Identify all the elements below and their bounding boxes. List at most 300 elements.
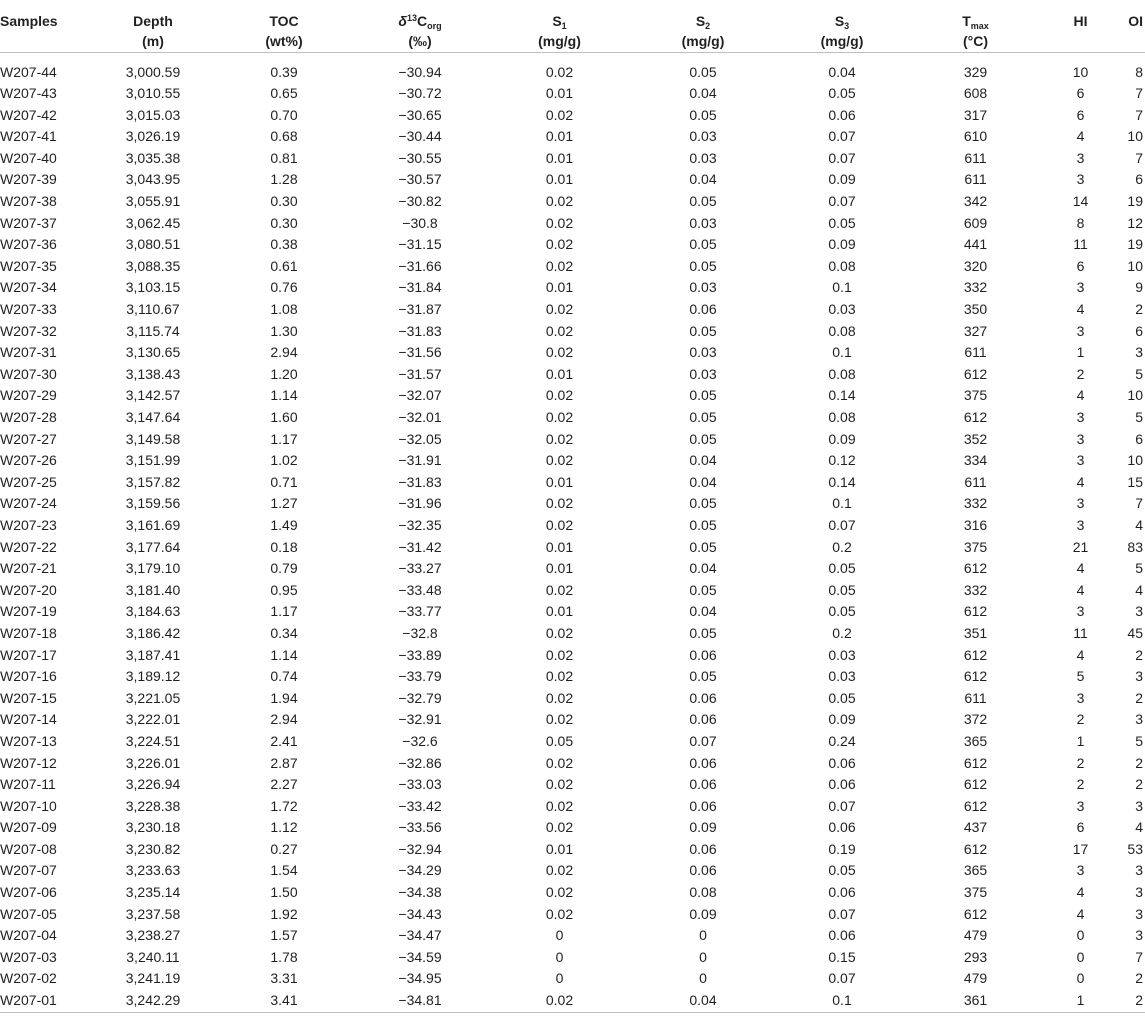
cell-hi: 6 xyxy=(1076,257,1085,274)
cell-oi: 3 xyxy=(1135,711,1143,728)
cell-sample-id: W207-43 xyxy=(0,85,57,102)
cell-hi: 17 xyxy=(1072,840,1089,857)
cell-depth: 3,238.27 xyxy=(125,927,181,944)
cell-s1: 0.02 xyxy=(545,581,574,598)
header-row xyxy=(0,0,1145,52)
cell-hi: 6 xyxy=(1076,819,1085,836)
cell-delta13c: −30.65 xyxy=(398,106,442,123)
cell-toc: 3.41 xyxy=(270,992,298,1009)
cell-s3: 0.1 xyxy=(832,992,852,1009)
cell-s1: 0 xyxy=(555,927,564,944)
cell-oi: 10 xyxy=(1127,128,1143,145)
table-row xyxy=(0,169,1145,191)
cell-delta13c: −30.72 xyxy=(398,85,442,102)
cell-delta13c: −31.87 xyxy=(398,301,442,318)
cell-s1: 0.01 xyxy=(545,171,574,188)
cell-s2: 0.04 xyxy=(689,992,717,1009)
cell-oi: 3 xyxy=(1135,668,1143,685)
table-row xyxy=(0,666,1145,688)
cell-sample-id: W207-40 xyxy=(0,149,57,166)
cell-sample-id: W207-31 xyxy=(0,344,57,361)
cell-oi: 15 xyxy=(1127,473,1143,490)
cell-toc: 1.54 xyxy=(270,862,298,879)
table-row xyxy=(0,968,1145,990)
cell-hi: 11 xyxy=(1073,624,1088,641)
cell-delta13c: −33.56 xyxy=(398,819,442,836)
table-row xyxy=(0,990,1145,1012)
cell-sample-id: W207-07 xyxy=(0,862,57,879)
cell-toc: 1.72 xyxy=(270,797,298,814)
cell-hi: 3 xyxy=(1076,279,1085,296)
cell-s3: 0.03 xyxy=(828,668,856,685)
cell-s3: 0.06 xyxy=(828,776,856,793)
cell-tmax: 375 xyxy=(963,884,988,901)
cell-sample-id: W207-21 xyxy=(0,560,57,577)
cell-s3: 0.09 xyxy=(828,711,856,728)
cell-s1: 0.02 xyxy=(545,754,574,771)
cell-s3: 0.06 xyxy=(828,106,856,123)
cell-depth: 3,242.29 xyxy=(125,992,181,1009)
cell-oi: 3 xyxy=(1135,927,1143,944)
cell-tmax: 612 xyxy=(963,668,988,685)
cell-s1: 0.05 xyxy=(545,732,574,749)
table-row xyxy=(0,493,1145,515)
cell-delta13c: −31.96 xyxy=(398,495,442,512)
cell-s3: 0.08 xyxy=(828,365,856,382)
cell-s3: 0.15 xyxy=(828,948,856,965)
cell-depth: 3,149.58 xyxy=(125,430,181,447)
cell-sample-id: W207-37 xyxy=(0,214,57,231)
cell-toc: 0.61 xyxy=(270,257,298,274)
cell-sample-id: W207-22 xyxy=(0,538,57,555)
table-row xyxy=(0,839,1145,861)
cell-tmax: 332 xyxy=(963,279,988,296)
cell-depth: 3,233.63 xyxy=(125,862,181,879)
cell-hi: 14 xyxy=(1072,193,1089,210)
cell-depth: 3,110.67 xyxy=(126,301,180,318)
cell-s2: 0.09 xyxy=(689,819,717,836)
cell-tmax: 375 xyxy=(963,538,988,555)
table-row xyxy=(0,385,1145,407)
cell-s2: 0.05 xyxy=(689,236,717,253)
table-row xyxy=(0,277,1145,299)
cell-delta13c: −31.57 xyxy=(398,365,442,382)
cell-sample-id: W207-27 xyxy=(0,430,57,447)
cell-s1: 0.02 xyxy=(545,452,574,469)
cell-depth: 3,151.99 xyxy=(125,452,181,469)
cell-toc: 1.94 xyxy=(270,689,298,706)
cell-s1: 0.02 xyxy=(545,214,574,231)
cell-depth: 3,221.05 xyxy=(125,689,181,706)
cell-s2: 0.05 xyxy=(689,581,717,598)
table-row xyxy=(0,515,1145,537)
cell-delta13c: −30.82 xyxy=(398,193,442,210)
cell-hi: 3 xyxy=(1076,452,1085,469)
table-row xyxy=(0,947,1145,969)
table-row xyxy=(0,126,1145,148)
cell-oi: 5 xyxy=(1135,365,1143,382)
cell-toc: 0.95 xyxy=(270,581,298,598)
cell-toc: 1.78 xyxy=(270,948,298,965)
table-body xyxy=(0,52,1145,1012)
cell-s2: 0.05 xyxy=(689,668,717,685)
cell-sample-id: W207-03 xyxy=(0,948,57,965)
cell-oi: 4 xyxy=(1135,516,1143,533)
cell-oi: 2 xyxy=(1135,646,1143,663)
cell-depth: 3,015.03 xyxy=(125,106,181,123)
cell-hi: 4 xyxy=(1076,581,1085,598)
cell-delta13c: −32.35 xyxy=(398,516,442,533)
cell-toc: 0.70 xyxy=(270,106,298,123)
cell-s3: 0.09 xyxy=(828,430,856,447)
table-row xyxy=(0,83,1145,105)
cell-toc: 1.14 xyxy=(270,646,298,663)
cell-s1: 0.02 xyxy=(545,797,574,814)
cell-s3: 0.1 xyxy=(832,279,852,296)
cell-s2: 0 xyxy=(699,948,707,965)
cell-s3: 0.08 xyxy=(828,257,856,274)
cell-s1: 0.02 xyxy=(545,63,574,80)
cell-delta13c: −33.42 xyxy=(398,797,442,814)
cell-tmax: 612 xyxy=(963,797,988,814)
cell-hi: 1 xyxy=(1076,732,1085,749)
cell-toc: 0.68 xyxy=(270,128,298,145)
cell-s3: 0.05 xyxy=(828,862,856,879)
header-tmax: $T_{max}$ (°C) xyxy=(911,0,1040,52)
cell-s2: 0.06 xyxy=(689,797,717,814)
cell-s3: 0.09 xyxy=(828,171,856,188)
cell-depth: 3,080.51 xyxy=(125,236,181,253)
cell-delta13c: −32.79 xyxy=(398,689,442,706)
cell-hi: 2 xyxy=(1076,365,1085,382)
cell-s1: 0.01 xyxy=(545,473,574,490)
cell-s3: 0.07 xyxy=(828,516,856,533)
table-row xyxy=(0,234,1145,256)
cell-delta13c: −31.56 xyxy=(398,344,442,361)
cell-hi: 6 xyxy=(1076,106,1085,123)
cell-delta13c: −30.44 xyxy=(398,128,442,145)
cell-delta13c: −30.94 xyxy=(398,63,442,80)
cell-s3: 0.06 xyxy=(828,819,856,836)
cell-sample-id: W207-28 xyxy=(0,409,57,425)
cell-tmax: 332 xyxy=(963,581,988,598)
cell-depth: 3,130.65 xyxy=(125,344,181,361)
cell-depth: 3,010.55 xyxy=(125,85,181,102)
cell-delta13c: −32.07 xyxy=(398,387,442,404)
cell-sample-id: W207-02 xyxy=(0,970,57,987)
cell-depth: 3,187.41 xyxy=(125,646,181,663)
table-row xyxy=(0,213,1145,235)
cell-s1: 0.01 xyxy=(545,279,574,296)
cell-hi: 3 xyxy=(1076,322,1085,339)
table-row xyxy=(0,709,1145,731)
cell-s2: 0 xyxy=(699,927,707,944)
cell-oi: 2 xyxy=(1135,992,1143,1009)
cell-hi: 21 xyxy=(1072,538,1089,555)
cell-toc: 1.30 xyxy=(270,322,298,339)
cell-s1: 0.02 xyxy=(545,992,574,1009)
cell-s3: 0.07 xyxy=(828,905,856,922)
cell-s1: 0.01 xyxy=(545,560,574,577)
cell-sample-id: W207-25 xyxy=(0,473,57,490)
cell-s2: 0.04 xyxy=(689,85,717,102)
cell-depth: 3,237.58 xyxy=(125,905,181,922)
cell-delta13c: −32.91 xyxy=(398,711,442,728)
cell-depth: 3,179.10 xyxy=(125,560,181,577)
cell-hi: 2 xyxy=(1076,754,1085,771)
cell-delta13c: −33.48 xyxy=(398,581,442,598)
cell-delta13c: −32.86 xyxy=(398,754,442,771)
header-depth: Depth (m) xyxy=(92,0,214,52)
cell-toc: 0.38 xyxy=(270,236,298,253)
cell-depth: 3,035.38 xyxy=(125,149,181,166)
cell-toc: 0.39 xyxy=(270,63,298,80)
cell-delta13c: −32.6 xyxy=(402,732,438,749)
header-oi: OI xyxy=(1121,0,1145,52)
cell-toc: 2.41 xyxy=(270,732,298,749)
cell-oi: 4 xyxy=(1135,819,1143,836)
cell-depth: 3,157.82 xyxy=(125,473,181,490)
cell-s3: 0.07 xyxy=(828,193,856,210)
cell-s2: 0.05 xyxy=(689,63,717,80)
cell-depth: 3,226.01 xyxy=(125,754,181,771)
table-row xyxy=(0,688,1145,710)
header-s3: $S_3$ (mg/g) xyxy=(773,0,911,52)
cell-s1: 0 xyxy=(555,970,564,987)
cell-hi: 4 xyxy=(1076,884,1085,901)
cell-hi: 3 xyxy=(1076,409,1085,425)
cell-tmax: 610 xyxy=(963,128,988,145)
cell-depth: 3,224.51 xyxy=(125,732,181,749)
cell-s1: 0.01 xyxy=(545,149,574,166)
table-row xyxy=(0,601,1145,623)
table-row xyxy=(0,731,1145,753)
cell-s1: 0.01 xyxy=(545,840,574,857)
cell-toc: 2.27 xyxy=(270,776,298,793)
table-row xyxy=(0,904,1145,926)
cell-s1: 0.02 xyxy=(545,905,574,922)
table-row xyxy=(0,429,1145,451)
cell-delta13c: −31.84 xyxy=(398,279,442,296)
cell-hi: 4 xyxy=(1076,905,1085,922)
cell-tmax: 479 xyxy=(963,927,988,944)
cell-s3: 0.04 xyxy=(828,63,856,80)
cell-oi: 3 xyxy=(1135,344,1143,361)
cell-sample-id: W207-11 xyxy=(0,776,56,793)
cell-tmax: 329 xyxy=(963,63,988,80)
cell-depth: 3,228.38 xyxy=(125,797,181,814)
cell-sample-id: W207-14 xyxy=(0,711,57,728)
cell-s2: 0.04 xyxy=(689,452,717,469)
cell-sample-id: W207-24 xyxy=(0,495,57,512)
table-row xyxy=(0,407,1145,429)
cell-s2: 0.05 xyxy=(689,538,717,555)
table-row xyxy=(0,537,1145,559)
cell-tmax: 375 xyxy=(963,387,988,404)
cell-oi: 5 xyxy=(1135,732,1143,749)
cell-s3: 0.09 xyxy=(828,236,856,253)
cell-s2: 0.07 xyxy=(689,732,717,749)
cell-toc: 2.94 xyxy=(270,344,298,361)
cell-delta13c: −34.43 xyxy=(398,905,442,922)
cell-hi: 0 xyxy=(1076,948,1085,965)
cell-sample-id: W207-33 xyxy=(0,301,57,318)
cell-oi: 10 xyxy=(1127,452,1143,469)
cell-s3: 0.03 xyxy=(828,646,856,663)
cell-depth: 3,103.15 xyxy=(125,279,181,296)
cell-s2: 0.05 xyxy=(689,257,717,274)
cell-s3: 0.06 xyxy=(828,884,856,901)
bottom-rule xyxy=(0,1012,1145,1013)
cell-oi: 2 xyxy=(1135,970,1143,987)
cell-sample-id: W207-44 xyxy=(0,63,57,80)
cell-tmax: 612 xyxy=(963,905,988,922)
cell-s2: 0.05 xyxy=(689,193,717,210)
cell-s2: 0.04 xyxy=(689,603,717,620)
cell-oi: 19 xyxy=(1127,236,1143,253)
cell-tmax: 342 xyxy=(963,193,988,210)
cell-hi: 4 xyxy=(1076,646,1085,663)
cell-depth: 3,241.19 xyxy=(125,970,181,987)
cell-delta13c: −32.94 xyxy=(398,840,442,857)
cell-delta13c: −31.42 xyxy=(398,538,442,555)
cell-s3: 0.05 xyxy=(828,581,856,598)
cell-tmax: 611 xyxy=(964,689,987,706)
cell-s1: 0.02 xyxy=(545,430,574,447)
table-row xyxy=(0,148,1145,170)
cell-s1: 0.02 xyxy=(545,862,574,879)
cell-s1: 0.01 xyxy=(545,603,574,620)
cell-delta13c: −30.55 xyxy=(398,149,442,166)
cell-tmax: 372 xyxy=(963,711,988,728)
cell-toc: 0.30 xyxy=(270,214,298,231)
header-s1: $S_1$ (mg/g) xyxy=(486,0,633,52)
cell-s3: 0.05 xyxy=(828,603,856,620)
cell-depth: 3,177.64 xyxy=(125,538,181,555)
cell-hi: 4 xyxy=(1076,128,1085,145)
cell-oi: 7 xyxy=(1135,106,1143,123)
cell-s2: 0.06 xyxy=(689,301,717,318)
cell-depth: 3,000.59 xyxy=(125,63,181,80)
table-row xyxy=(0,580,1145,602)
cell-sample-id: W207-04 xyxy=(0,927,57,944)
cell-sample-id: W207-18 xyxy=(0,624,57,641)
cell-s3: 0.03 xyxy=(828,301,856,318)
cell-toc: 1.12 xyxy=(270,819,298,836)
cell-delta13c: −32.01 xyxy=(398,409,442,425)
cell-s2: 0.05 xyxy=(689,322,717,339)
cell-s2: 0.03 xyxy=(689,214,717,231)
cell-s1: 0 xyxy=(555,948,564,965)
cell-sample-id: W207-34 xyxy=(0,279,57,296)
cell-delta13c: −31.83 xyxy=(398,473,442,490)
cell-oi: 6 xyxy=(1135,322,1143,339)
cell-delta13c: −33.89 xyxy=(398,646,442,663)
cell-oi: 7 xyxy=(1135,85,1143,102)
cell-toc: 1.27 xyxy=(270,495,298,512)
cell-hi: 3 xyxy=(1076,430,1085,447)
cell-s3: 0.14 xyxy=(828,473,856,490)
cell-s3: 0.1 xyxy=(832,344,852,361)
cell-s3: 0.2 xyxy=(832,624,852,641)
cell-delta13c: −31.15 xyxy=(398,236,442,253)
cell-toc: 0.65 xyxy=(270,85,298,102)
cell-s1: 0.02 xyxy=(545,322,574,339)
table-row xyxy=(0,105,1145,127)
cell-depth: 3,055.91 xyxy=(125,193,181,210)
cell-tmax: 612 xyxy=(963,409,988,425)
cell-tmax: 612 xyxy=(963,560,988,577)
cell-oi: 2 xyxy=(1135,754,1143,771)
cell-s2: 0.03 xyxy=(689,344,717,361)
cell-hi: 3 xyxy=(1076,689,1085,706)
cell-tmax: 365 xyxy=(963,732,988,749)
table-row xyxy=(0,256,1145,278)
cell-toc: 3.31 xyxy=(270,970,298,987)
cell-tmax: 611 xyxy=(964,344,987,361)
cell-oi: 9 xyxy=(1135,279,1143,296)
cell-delta13c: −32.8 xyxy=(402,624,438,641)
cell-depth: 3,222.01 xyxy=(125,711,181,728)
cell-delta13c: −31.66 xyxy=(398,257,442,274)
cell-s1: 0.02 xyxy=(545,776,574,793)
cell-s1: 0.02 xyxy=(545,387,574,404)
cell-s2: 0.06 xyxy=(689,754,717,771)
cell-toc: 2.94 xyxy=(270,711,298,728)
cell-s2: 0.05 xyxy=(689,516,717,533)
cell-s3: 0.05 xyxy=(828,214,856,231)
cell-s2: 0.03 xyxy=(689,365,717,382)
cell-sample-id: W207-05 xyxy=(0,905,57,922)
cell-oi: 3 xyxy=(1135,603,1143,620)
table-row xyxy=(0,62,1145,84)
cell-s3: 0.1 xyxy=(832,495,852,512)
cell-sample-id: W207-13 xyxy=(0,732,57,749)
cell-delta13c: −34.29 xyxy=(398,862,442,879)
cell-s2: 0.05 xyxy=(689,409,717,425)
cell-depth: 3,147.64 xyxy=(125,409,181,425)
cell-sample-id: W207-20 xyxy=(0,581,57,598)
cell-hi: 0 xyxy=(1076,970,1085,987)
cell-delta13c: −34.47 xyxy=(398,927,442,944)
cell-s3: 0.07 xyxy=(828,970,856,987)
cell-delta13c: −33.03 xyxy=(398,776,442,793)
cell-s3: 0.08 xyxy=(828,409,856,425)
cell-s1: 0.01 xyxy=(545,85,574,102)
table-row xyxy=(0,191,1145,213)
cell-oi: 3 xyxy=(1135,905,1143,922)
cell-s3: 0.06 xyxy=(828,927,856,944)
cell-s1: 0.02 xyxy=(545,668,574,685)
cell-oi: 7 xyxy=(1135,948,1143,965)
table-row xyxy=(0,450,1145,472)
cell-tmax: 612 xyxy=(963,646,988,663)
cell-tmax: 611 xyxy=(964,149,987,166)
cell-s2: 0.09 xyxy=(689,905,717,922)
cell-depth: 3,043.95 xyxy=(125,171,181,188)
cell-sample-id: W207-26 xyxy=(0,452,57,469)
cell-sample-id: W207-06 xyxy=(0,884,57,901)
cell-sample-id: W207-38 xyxy=(0,193,57,210)
cell-s3: 0.2 xyxy=(832,538,852,555)
cell-oi: 7 xyxy=(1135,149,1143,166)
cell-delta13c: −34.95 xyxy=(398,970,442,987)
cell-hi: 1 xyxy=(1076,344,1085,361)
cell-toc: 0.27 xyxy=(270,840,298,857)
cell-oi: 10 xyxy=(1127,387,1143,404)
cell-s3: 0.05 xyxy=(828,85,856,102)
cell-sample-id: W207-12 xyxy=(0,754,57,771)
